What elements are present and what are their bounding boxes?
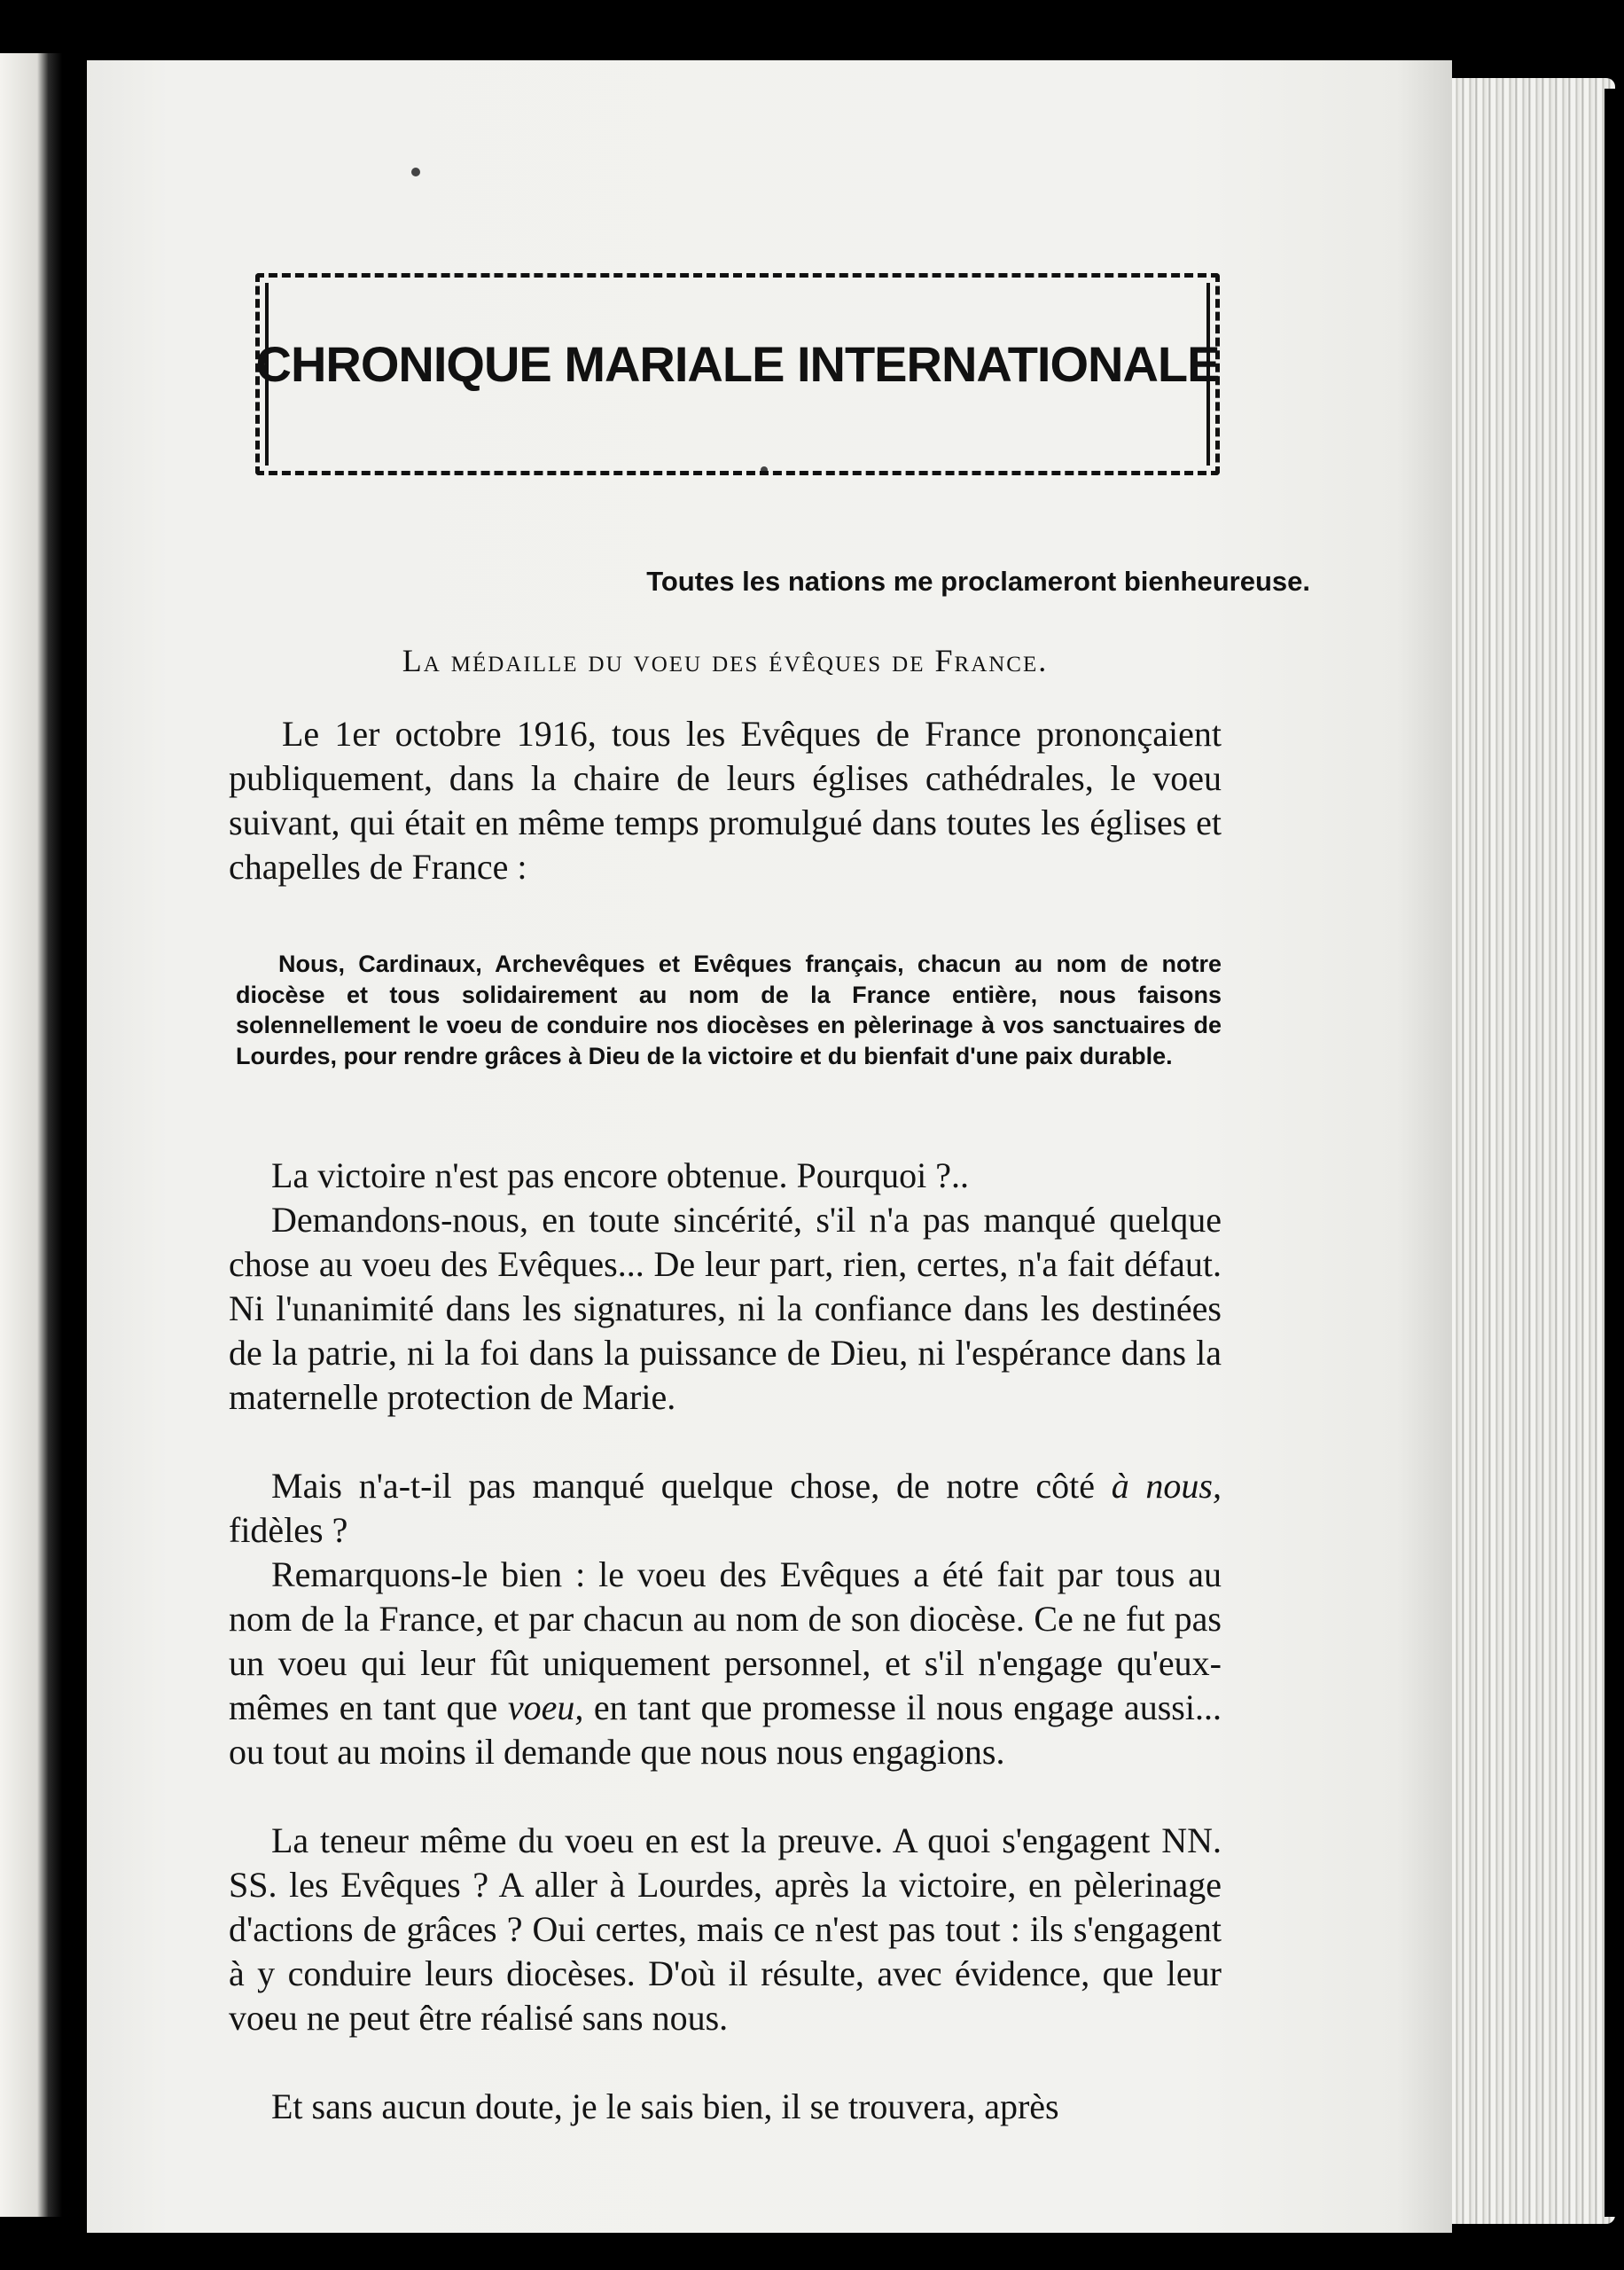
article-subheading: La médaille du voeu des évêques de France. — [402, 643, 1049, 678]
page-stack-shadow — [1604, 89, 1624, 2217]
left-binding-edge — [0, 53, 62, 2217]
paragraph-4-emphasis: à nous, — [1111, 1466, 1222, 1506]
paragraph-3: Demandons-nous, en toute sincérité, s'il n'a pas manqué quelque chose au voeu des Evêques... De leur part, rien, certes, n'a fait défaut. Ni l'unanimité dans les signatures, ni la confiance dans les destinées de la patrie, ni la foi dans la puissance de Dieu, ni l'espérance dans la maternelle protection de Marie. — [229, 1200, 1222, 1417]
page-stack-edges — [1438, 78, 1615, 2224]
paragraph-4 — [229, 1464, 1222, 1553]
paragraph-7: Et sans aucun doute, je le sais bien, il se trouvera, après — [271, 2086, 1059, 2126]
paragraph-4-end: fidèles ? — [229, 1510, 348, 1550]
paragraph-6: La teneur même du voeu en est la preuve. A quoi s'engagent NN. SS. les Evêques ? A aller à Lourdes, après la victoire, en pèlerinage d'actions de grâces ? Oui certes, mais ce n'est pas tout : ils s'engagent à y conduire leurs diocèses. D'où il résulte, avec évidence, que leur voeu ne peut être réalisé sans nous. — [229, 1820, 1222, 2038]
epigraph: Toutes les nations me proclameront bienheureuse. — [646, 566, 1310, 597]
paragraph-5-end: en tant que promesse il nous engage aussi... ou tout au moins il demande que nous nous engagions. — [229, 1687, 1222, 1772]
paragraph-5-emphasis: voeu, — [507, 1687, 584, 1727]
print-speck — [411, 168, 420, 176]
vow-quote: Nous, Cardinaux, Archevêques et Evêques français, chacun au nom de notre diocèse et tous solidairement au nom de la France entière, nous faisons solennellement le voeu de conduire nos diocèses en pèlerinage à vos sanctuaires de Lourdes, pour rendre grâces à Dieu de la victoire et du bienfait d'une paix durable. — [236, 951, 1222, 1069]
paragraph-5-text: Remarquons-le bien : le voeu des Evêques a été fait par tous au nom de la France, et par chacun au nom de son diocèse. Ce ne fut pas un voeu qui leur fût uniquement personnel, et s'il n'engage qu'eux-mêmes en tant que — [229, 1554, 1222, 1727]
paragraph-5 — [229, 1553, 1222, 1774]
title-container — [255, 273, 1220, 475]
book-page — [87, 60, 1452, 2233]
paragraph-2: La victoire n'est pas encore obtenue. Pourquoi ?.. — [271, 1155, 969, 1195]
paragraph-1: Le 1er octobre 1916, tous les Evêques de France prononçaient publiquement, dans la chaire de leurs églises cathédrales, le voeu suivant, qui était en même temps promulgué dans toutes les églises et chapelles de France : — [229, 714, 1222, 887]
page-content — [87, 60, 1452, 2233]
section-title: CHRONIQUE MARIALE INTERNATIONALE — [255, 336, 1220, 392]
paragraph-4-text: Mais n'a-t-il pas manqué quelque chose, de notre côté — [271, 1466, 1112, 1506]
